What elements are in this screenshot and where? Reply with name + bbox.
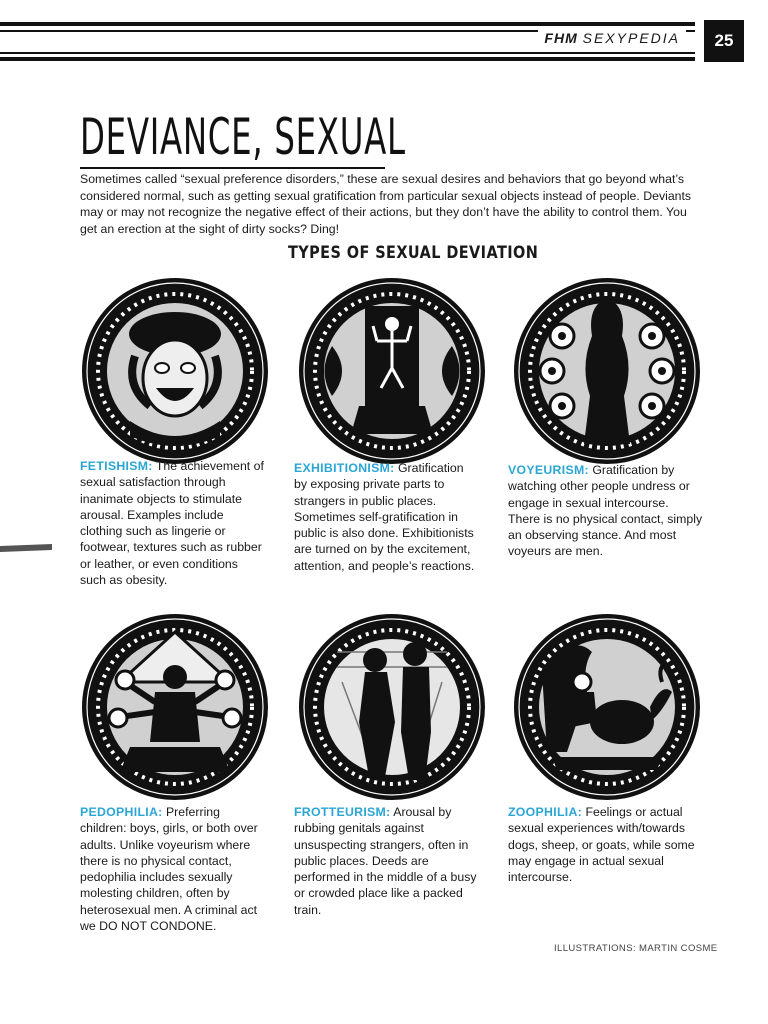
title-underline bbox=[80, 167, 385, 169]
voyeurism-text: Gratification by watching other people undress or engage in sexual intercourse. There is no physical contact, simply an observing stance. And most voyeurs are men. bbox=[508, 463, 703, 559]
frotteurism-term: FROTTEURISM: bbox=[294, 805, 391, 819]
pedophilia-term: PEDOPHILIA: bbox=[80, 805, 163, 819]
pedophilia-text: Preferring children: boys, girls, or both over adults. Unlike voyeurism where there is no physical contact, pedophilia includes sexually molesting children, often by heterosexual men. A criminal act we DO NOT CONDONE. bbox=[80, 805, 258, 934]
magazine-brand bbox=[538, 30, 686, 46]
voyeurism-description bbox=[508, 462, 703, 560]
intro-paragraph: Sometimes called “sexual preference disorders,” these are sexual desires and behaviors that go beyond what’s considered normal, such as getting sexual gratification from particular sexual objects instead of people. Deviants may or may not recognize the negative effect of their actions, but they don’t have the ability to control them. You get an erection at the sight of dirty socks? Ding! bbox=[80, 172, 692, 236]
zoophilia-description bbox=[508, 804, 703, 885]
exhibitionism-illustration bbox=[297, 276, 487, 466]
fetishism-text: The achievement of sexual satisfaction through inanimate objects to stimulate arousal. Examples include clothing such as lingerie or footwear, textures such as rubber or leather, or even conditions such as obesity. bbox=[80, 459, 264, 588]
decorative-streak bbox=[0, 540, 52, 556]
page-number: 25 bbox=[704, 20, 744, 62]
exhibitionism-text: Gratification by exposing private parts to strangers in public places. Sometimes self-gratification in public is also done. Exhibitionists are turned on by the excitement, attention, and people’s reactions. bbox=[294, 461, 475, 573]
frotteurism-illustration bbox=[297, 612, 487, 802]
pedophilia-description bbox=[80, 804, 265, 934]
brand-section: SEXYPEDIA bbox=[582, 30, 680, 46]
frotteurism-description bbox=[294, 804, 479, 918]
fetishism-term: FETISHISM: bbox=[80, 459, 153, 473]
exhibitionism-term: EXHIBITIONISM: bbox=[294, 461, 395, 475]
voyeurism-term: VOYEURISM: bbox=[508, 463, 589, 477]
fetishism-illustration bbox=[80, 276, 270, 466]
zoophilia-text: Feelings or actual sexual experiences with/towards dogs, sheep, or goats, while some may engage in actual sexual intercourse. bbox=[508, 805, 695, 885]
zoophilia-illustration bbox=[512, 612, 702, 802]
brand-logo: FHM bbox=[544, 30, 578, 46]
fetishism-description bbox=[80, 458, 265, 588]
frotteurism-text: Arousal by rubbing genitals against unsuspecting strangers, often in public places. Deeds are performed in the middle of a busy or crowded place like a packed train. bbox=[294, 805, 477, 917]
exhibitionism-description bbox=[294, 460, 479, 574]
article-title: DEVIANCE, SEXUAL bbox=[80, 108, 406, 166]
section-heading: TYPES OF SEXUAL DEVIATION bbox=[288, 243, 539, 263]
pedophilia-illustration bbox=[80, 612, 270, 802]
voyeurism-illustration bbox=[512, 276, 702, 466]
illustration-credit: ILLUSTRATIONS: MARTIN COSME bbox=[554, 943, 718, 954]
zoophilia-term: ZOOPHILIA: bbox=[508, 805, 583, 819]
